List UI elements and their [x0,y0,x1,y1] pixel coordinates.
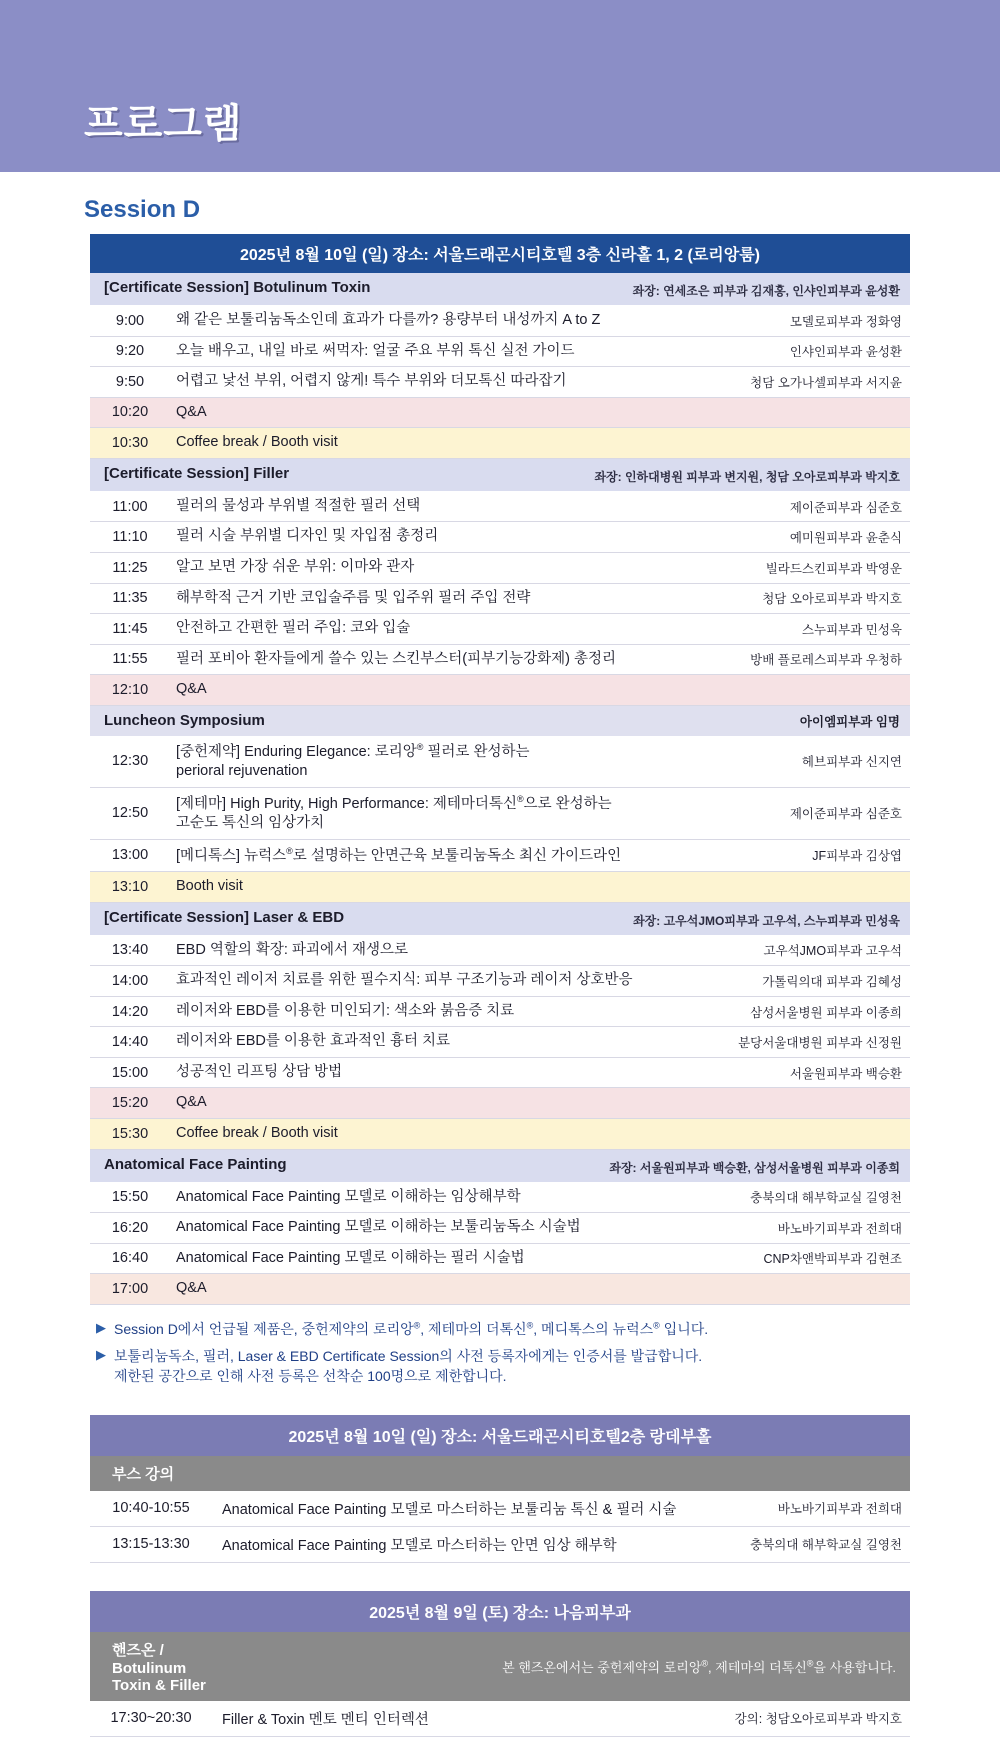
row-speaker: 모델로피부과 정화영 [707,306,910,337]
row-topic: 필러의 물성과 부위별 적절한 필러 선택 [170,491,707,522]
session-label: Session D [84,196,201,223]
section-title: Anatomical Face Painting [104,1155,287,1173]
note-mid: , 제테마의 더톡신 [420,1320,527,1337]
row-speaker: 청담 오아로피부과 박지호 [707,583,910,614]
section-filler-header [90,458,910,491]
table-row [90,787,910,839]
section-header-row [90,902,910,935]
table-row [90,839,910,871]
row-topic: 오늘 배우고, 내일 바로 써먹자: 얼굴 주요 부위 톡신 실전 가이드 [170,336,707,367]
row-speaker [707,675,910,706]
row-topic: Q&A [170,1274,707,1305]
row-topic: 알고 보면 가장 쉬운 부위: 이마와 관자 [170,552,707,583]
row-topic: 효과적인 레이저 치료를 위한 필수지식: 피부 구조기능과 레이저 상호반응 [170,966,707,997]
row-topic: 어렵고 낯선 부위, 어렵지 않게! 특수 부위와 더모톡신 따라잡기 [170,367,707,398]
luncheon-title: Luncheon Symposium [90,705,707,736]
table-row [90,935,910,966]
row-topic: 성공적인 리프팅 상담 방법 [170,1057,707,1088]
table-row [90,736,910,787]
row-time: 15:00 [90,1057,170,1088]
main-header: 2025년 8월 10일 (일) 장소: 서울드래곤시티호텔 3층 신라홀 1, 2 (로리앙룸) [90,234,910,273]
row-speaker: 방배 플로레스피부과 우청하 [707,644,910,675]
registered-mark: ® [526,1320,534,1331]
section-header-row [90,273,910,306]
row-speaker: 빌라드스킨피부과 박영운 [707,552,910,583]
row-speaker: 충북의대 해부학교실 길영천 [731,1526,910,1562]
table-row [90,1027,910,1058]
row-time: 9:00 [90,306,170,337]
row-speaker [707,872,910,903]
table-row [90,1088,910,1119]
row-time: 15:50 [90,1182,170,1213]
row-topic-pre: [중헌제약] Enduring Elegance: 로리앙 [176,743,417,760]
row-topic: Filler & Toxin 멘토 멘티 인터렉션 [212,1701,598,1737]
row-time: 10:40-10:55 [90,1491,212,1527]
booth-lecture-table [90,1415,910,1563]
row-topic-post: 필러로 완성하는 [423,743,530,760]
row-topic: Coffee break / Booth visit [170,1118,707,1149]
table-row [90,397,910,428]
row-topic: Q&A [170,397,707,428]
row-speaker [707,1118,910,1149]
third-header: 2025년 8월 9일 (토) 장소: 나음피부과 [90,1591,910,1632]
section-chair: 좌장: 연세조은 피부과 김재홍, 인샤인피부과 윤성환 [632,284,900,298]
second-header-row [90,1415,910,1456]
note-text [114,1346,702,1387]
row-time: 10:20 [90,397,170,428]
row-topic: EBD 역할의 확장: 파괴에서 재생으로 [170,935,707,966]
row-topic: Q&A [170,1088,707,1119]
row-time: 12:30 [90,736,170,787]
handson-note [212,1632,910,1701]
row-time: 12:10 [90,675,170,706]
table-row [90,583,910,614]
section-chair: 좌장: 고우석JMO피부과 고우석, 스누피부과 민성욱 [633,913,900,928]
row-time: 9:20 [90,336,170,367]
table-row [90,1491,910,1527]
row-time: 10:30 [90,428,170,459]
table-row [90,1243,910,1274]
table-row [90,522,910,553]
third-header-row [90,1591,910,1632]
handson-note-pre: 본 핸즈온에서는 중헌제약의 로리앙 [502,1659,702,1675]
table-row [90,336,910,367]
note-mid2: , 메디톡스의 뉴럭스 [533,1320,654,1337]
row-time: 13:15-13:30 [90,1526,212,1562]
row-time: 11:55 [90,644,170,675]
row-speaker: 가톨릭의대 피부과 김혜성 [707,966,910,997]
row-topic: Anatomical Face Painting 모델로 마스터하는 안면 임상 해부학 [212,1526,731,1562]
booth-lecture-header: 부스 강의 [90,1456,910,1491]
row-speaker [707,397,910,428]
note-pre: 보툴리눔독소, 필러, Laser & EBD Certificate Session의 사전 등록자에게는 인증서를 발급합니다. [114,1348,703,1365]
row-time: 13:40 [90,935,170,966]
row-time: 11:00 [90,491,170,522]
section-laser-header [90,902,910,935]
row-speaker: 스누피부과 민성욱 [707,614,910,645]
registered-mark: ® [516,793,524,804]
table-row [90,1057,910,1088]
row-topic: Coffee break / Booth visit [170,428,707,459]
handson-table [90,1591,910,1737]
row-time: 17:30~20:30 [90,1701,212,1737]
row-topic-pre: [메디톡스] 뉴럭스 [176,847,287,864]
section-botulinum-header [90,273,910,306]
notes-block [96,1319,926,1387]
row-speaker: JF피부과 김상엽 [707,839,910,871]
row-topic: Anatomical Face Painting 모델로 이해하는 필러 시술법 [170,1243,707,1274]
session-d-table [90,234,910,1305]
section-title: [Certificate Session] Filler [104,464,290,482]
row-speaker: 인샤인피부과 윤성환 [707,336,910,367]
row-time: 11:45 [90,614,170,645]
handson-note-mid: , 제테마의 더톡신 [708,1659,807,1675]
table-row [90,614,910,645]
row-topic: Booth visit [170,872,707,903]
section-title: [Certificate Session] Laser & EBD [104,908,345,926]
row-topic: 안전하고 간편한 필러 주입: 코와 입술 [170,614,707,645]
row-time: 13:00 [90,839,170,871]
luncheon-header-row [90,705,910,736]
registered-mark: ® [286,845,293,856]
row-time: 15:20 [90,1088,170,1119]
row-topic [170,787,707,839]
note-line2: 제한된 공간으로 인해 사전 등록은 선착순 100명으로 제한합니다. [114,1368,507,1385]
table-row [90,428,910,459]
row-speaker: 바노바기피부과 전희대 [707,1213,910,1244]
handson-note-post: 을 사용합니다. [813,1659,896,1675]
section-chair: 좌장: 인하대병원 피부과 변지원, 청담 오아로피부과 박지호 [594,469,900,484]
table-row [90,1213,910,1244]
row-time: 16:40 [90,1243,170,1274]
row-speaker: 강의: 청담오아로피부과 박지호 [598,1701,910,1737]
row-speaker: 청담 오가나셀피부과 서지윤 [707,367,910,398]
row-speaker: 예미원피부과 윤춘식 [707,522,910,553]
row-topic-pre: [제테마] High Purity, High Performance: 제테마더톡신 [176,795,517,812]
row-time: 16:20 [90,1213,170,1244]
table-row [90,644,910,675]
table-row [90,1182,910,1213]
row-topic: Anatomical Face Painting 모델로 마스터하는 보툴리눔 톡신 & 필러 시술 [212,1491,731,1527]
row-time: 17:00 [90,1274,170,1305]
row-time: 11:10 [90,522,170,553]
note-pre: Session D에서 언급될 제품은, 중헌제약의 로리앙 [114,1320,414,1337]
table-row [90,1118,910,1149]
table-row [90,675,910,706]
booth-subheader-row [90,1456,910,1491]
page-banner [0,0,1000,172]
note-post: 입니다. [659,1320,709,1337]
table-row [90,367,910,398]
row-speaker [707,1274,910,1305]
note-item [96,1346,926,1387]
row-topic [170,736,707,787]
registered-mark: ® [653,1320,660,1331]
table-row [90,491,910,522]
table-row [90,966,910,997]
row-time: 14:20 [90,996,170,1027]
row-speaker: 제이준피부과 심준호 [707,787,910,839]
table-row [90,996,910,1027]
note-item [96,1319,926,1339]
row-speaker: CNP차앤박피부과 김현조 [707,1243,910,1274]
main-header-row [90,234,910,273]
row-topic: 레이저와 EBD를 이용한 미인되기: 색소와 붉음증 치료 [170,996,707,1027]
registered-mark: ® [701,1658,709,1669]
row-speaker: 제이준피부과 심준호 [707,491,910,522]
row-topic-line2: 고순도 톡신의 임상가치 [176,815,325,832]
handson-subheader-row [90,1632,910,1701]
row-time: 11:25 [90,552,170,583]
section-afp-header [90,1149,910,1182]
luncheon-speaker: 아이엠피부과 임명 [707,705,910,736]
registered-mark: ® [413,1320,421,1331]
section-chair: 좌장: 서울원피부과 백승환, 삼성서울병원 피부과 이종희 [609,1160,900,1175]
triangle-bullet-icon: ▶ [96,1347,106,1363]
row-topic-line2: perioral rejuvenation [176,763,308,780]
section-title: [Certificate Session] Botulinum Toxin [104,279,371,296]
table-row [90,872,910,903]
row-speaker: 바노바기피부과 전희대 [731,1491,910,1527]
table-row [90,306,910,337]
row-speaker: 헤브피부과 신지연 [707,736,910,787]
handson-header: 핸즈온 / Botulinum Toxin & Filler [90,1632,212,1701]
row-time: 14:00 [90,966,170,997]
row-topic: Q&A [170,675,707,706]
row-topic [170,839,707,871]
row-topic: 왜 같은 보툴리눔독소인데 효과가 다를까? 용량부터 내성까지 A to Z [170,306,707,337]
section-header-row [90,1149,910,1182]
row-speaker [707,428,910,459]
row-time: 14:40 [90,1027,170,1058]
page-title: 프로그램 [84,102,243,146]
row-topic: 필러 시술 부위별 디자인 및 자입점 총정리 [170,522,707,553]
row-time: 15:30 [90,1118,170,1149]
row-time: 12:50 [90,787,170,839]
row-speaker: 서울원피부과 백승환 [707,1057,910,1088]
table-row [90,1701,910,1737]
row-speaker [707,1088,910,1119]
triangle-bullet-icon: ▶ [96,1319,106,1335]
row-topic: Anatomical Face Painting 모델로 이해하는 보툴리눔독소 시술법 [170,1213,707,1244]
registered-mark: ® [806,1658,814,1669]
row-topic: 해부학적 근거 기반 코입술주름 및 입주위 필러 주입 전략 [170,583,707,614]
table-row [90,1526,910,1562]
row-speaker: 분당서울대병원 피부과 신정원 [707,1027,910,1058]
section-header-row [90,458,910,491]
row-topic-post: 로 설명하는 안면근육 보툴리눔독소 최신 가이드라인 [292,847,622,864]
row-time: 13:10 [90,872,170,903]
row-time: 9:50 [90,367,170,398]
registered-mark: ® [416,741,424,752]
row-topic: 필러 포비아 환자들에게 쓸수 있는 스킨부스터(피부기능강화제) 총정리 [170,644,707,675]
row-topic: Anatomical Face Painting 모델로 이해하는 임상해부학 [170,1182,707,1213]
row-speaker: 충북의대 해부학교실 길영천 [707,1182,910,1213]
table-row [90,1274,910,1305]
row-topic: 레이저와 EBD를 이용한 효과적인 흉터 치료 [170,1027,707,1058]
table-row [90,552,910,583]
row-topic-post: 으로 완성하는 [523,795,612,812]
second-header: 2025년 8월 10일 (일) 장소: 서울드래곤시티호텔2층 랑데부홀 [90,1415,910,1456]
row-speaker: 고우석JMO피부과 고우석 [707,935,910,966]
note-text [114,1319,708,1339]
row-speaker: 삼성서울병원 피부과 이종희 [707,996,910,1027]
row-time: 11:35 [90,583,170,614]
